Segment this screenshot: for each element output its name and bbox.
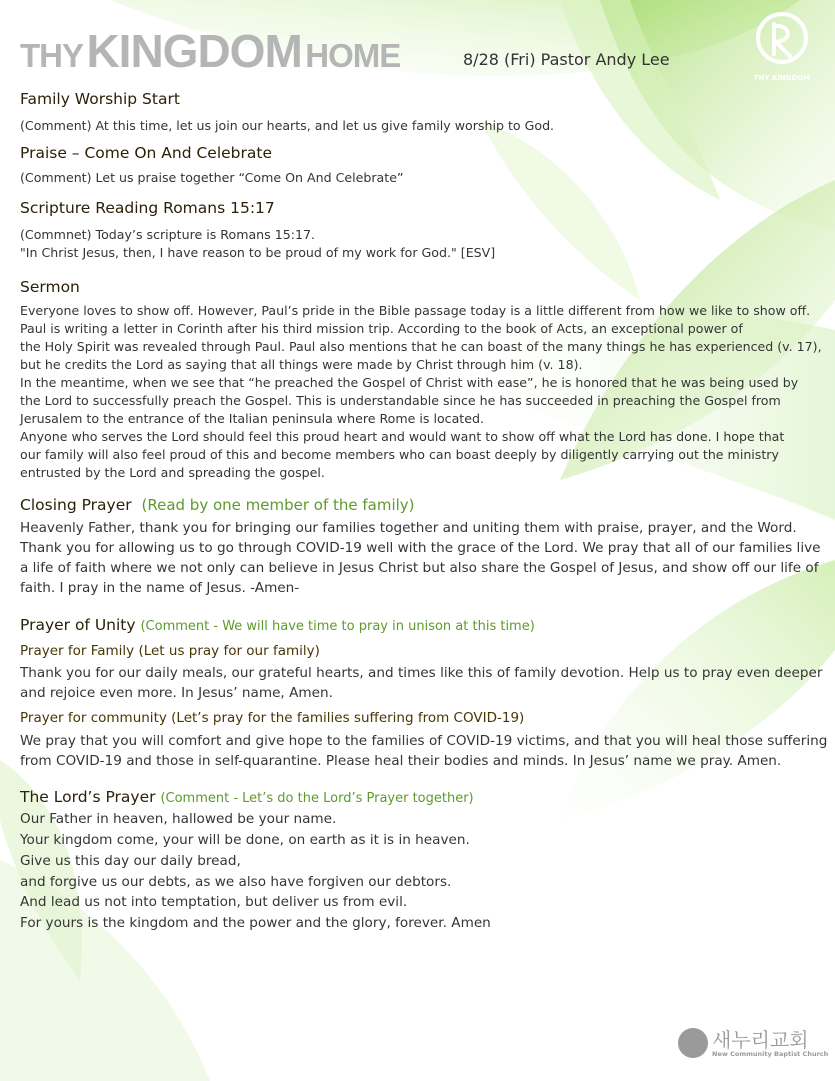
lords-prayer-note: (Comment - Let’s do the Lord’s Prayer together) <box>160 791 474 806</box>
sermon-line: the Holy Spirit was revealed through Paul. Paul also mentions that he can boast of the many things he has experienced (v. 17), <box>20 339 822 354</box>
lords-prayer-line: Our Father in heaven, hallowed be your name. <box>20 811 337 827</box>
sermon-line: entrusted by the Lord and spreading the gospel. <box>20 465 325 480</box>
church-logo-icon <box>678 1028 708 1058</box>
closing-line: faith. I pray in the name of Jesus. -Amen- <box>20 580 300 596</box>
closing-heading-text: Closing Prayer <box>20 496 132 514</box>
sermon-line: Everyone loves to show off. However, Paul’s pride in the Bible passage today is a little different from how we like to show off. <box>20 303 811 318</box>
title-thy: THY <box>20 37 83 74</box>
title-home: HOME <box>305 37 401 74</box>
lords-prayer-line: and forgive us our debts, as we also have forgiven our debtors. <box>20 874 452 890</box>
unity-heading <box>20 616 535 634</box>
praise-comment: (Comment) Let us praise together “Come On And Celebrate” <box>20 170 404 185</box>
logo-text: THY KINGDOM <box>753 74 811 82</box>
family-prayer-heading: Prayer for Family (Let us pray for our family) <box>20 643 320 659</box>
lords-prayer-line: Give us this day our daily bread, <box>20 853 241 869</box>
closing-heading <box>20 496 415 514</box>
unity-heading-text: Prayer of Unity <box>20 616 136 634</box>
title-kingdom: KINGDOM <box>86 25 302 77</box>
scripture-heading: Scripture Reading Romans 15:17 <box>20 199 275 217</box>
community-prayer-line: We pray that you will comfort and give hope to the families of COVID-19 victims, and that you will heal those suffering <box>20 733 828 749</box>
lords-prayer-line: Your kingdom come, your will be done, on earth as it is in heaven. <box>20 832 470 848</box>
page-title <box>20 24 400 78</box>
sermon-line: In the meantime, when we see that “he preached the Gospel of Christ with ease”, he is honored that he was being used by <box>20 375 799 390</box>
community-prayer-heading: Prayer for community (Let’s pray for the families suffering from COVID-19) <box>20 710 525 726</box>
sermon-heading: Sermon <box>20 278 80 296</box>
scripture-line: (Commnet) Today’s scripture is Romans 15:17. <box>20 227 316 242</box>
church-name-english: New Community Baptist Church <box>712 1050 829 1058</box>
lords-prayer-heading <box>20 788 474 806</box>
lords-prayer-heading-text: The Lord’s Prayer <box>20 788 156 806</box>
lords-prayer-line: For yours is the kingdom and the power and the glory, forever. Amen <box>20 915 491 931</box>
family-prayer-line: and rejoice even more. In Jesus’ name, Amen. <box>20 685 333 701</box>
closing-line: a life of faith where we not only can believe in Jesus Christ but also share the Gospel of Jesus, and show off our life of <box>20 560 819 576</box>
sermon-line: Jerusalem to the entrance of the Italian peninsula where Rome is located. <box>20 411 484 426</box>
sermon-line: Paul is writing a letter in Corinth after his third mission trip. According to the book of Acts, an exceptional power of <box>20 321 743 336</box>
closing-note: (Read by one member of the family) <box>141 496 415 514</box>
worship-comment: (Comment) At this time, let us join our hearts, and let us give family worship to God. <box>20 118 555 133</box>
date-pastor: 8/28 (Fri) Pastor Andy Lee <box>463 50 670 69</box>
sermon-line: but he credits the Lord as saying that all things were made by Christ through him (v. 18). <box>20 357 583 372</box>
sermon-line: the Lord to successfully preach the Gospel. This is understandable since he has succeeded in preaching the Gospel from <box>20 393 781 408</box>
sermon-line: our family will also feel proud of this and become members who can boast deeply by diligently carrying out the ministry <box>20 447 779 462</box>
scripture-line: "In Christ Jesus, then, I have reason to be proud of my work for God." [ESV] <box>20 245 496 260</box>
unity-note: (Comment - We will have time to pray in unison at this time) <box>140 619 535 634</box>
closing-line: Thank you for allowing us to go through COVID-19 well with the grace of the Lord. We pray that all of our families live <box>20 540 821 556</box>
closing-line: Heavenly Father, thank you for bringing our families together and uniting them with praise, prayer, and the Word. <box>20 520 797 536</box>
family-prayer-line: Thank you for our daily meals, our grateful hearts, and times like this of family devotion. Help us to pray even deeper <box>20 665 823 681</box>
sermon-line: Anyone who serves the Lord should feel this proud heart and would want to show off what the Lord has done. I hope that <box>20 429 785 444</box>
church-name-korean: 새누리교회 <box>712 1028 809 1052</box>
lords-prayer-line: And lead us not into temptation, but deliver us from evil. <box>20 894 408 910</box>
praise-heading: Praise – Come On And Celebrate <box>20 144 273 162</box>
worship-heading: Family Worship Start <box>20 90 180 108</box>
community-prayer-line: from COVID-19 and those in self-quarantine. Please heal their bodies and minds. In Jesus’ name we pray. Amen. <box>20 753 782 769</box>
thy-kingdom-logo-icon <box>746 4 818 84</box>
church-logo <box>676 1024 829 1064</box>
